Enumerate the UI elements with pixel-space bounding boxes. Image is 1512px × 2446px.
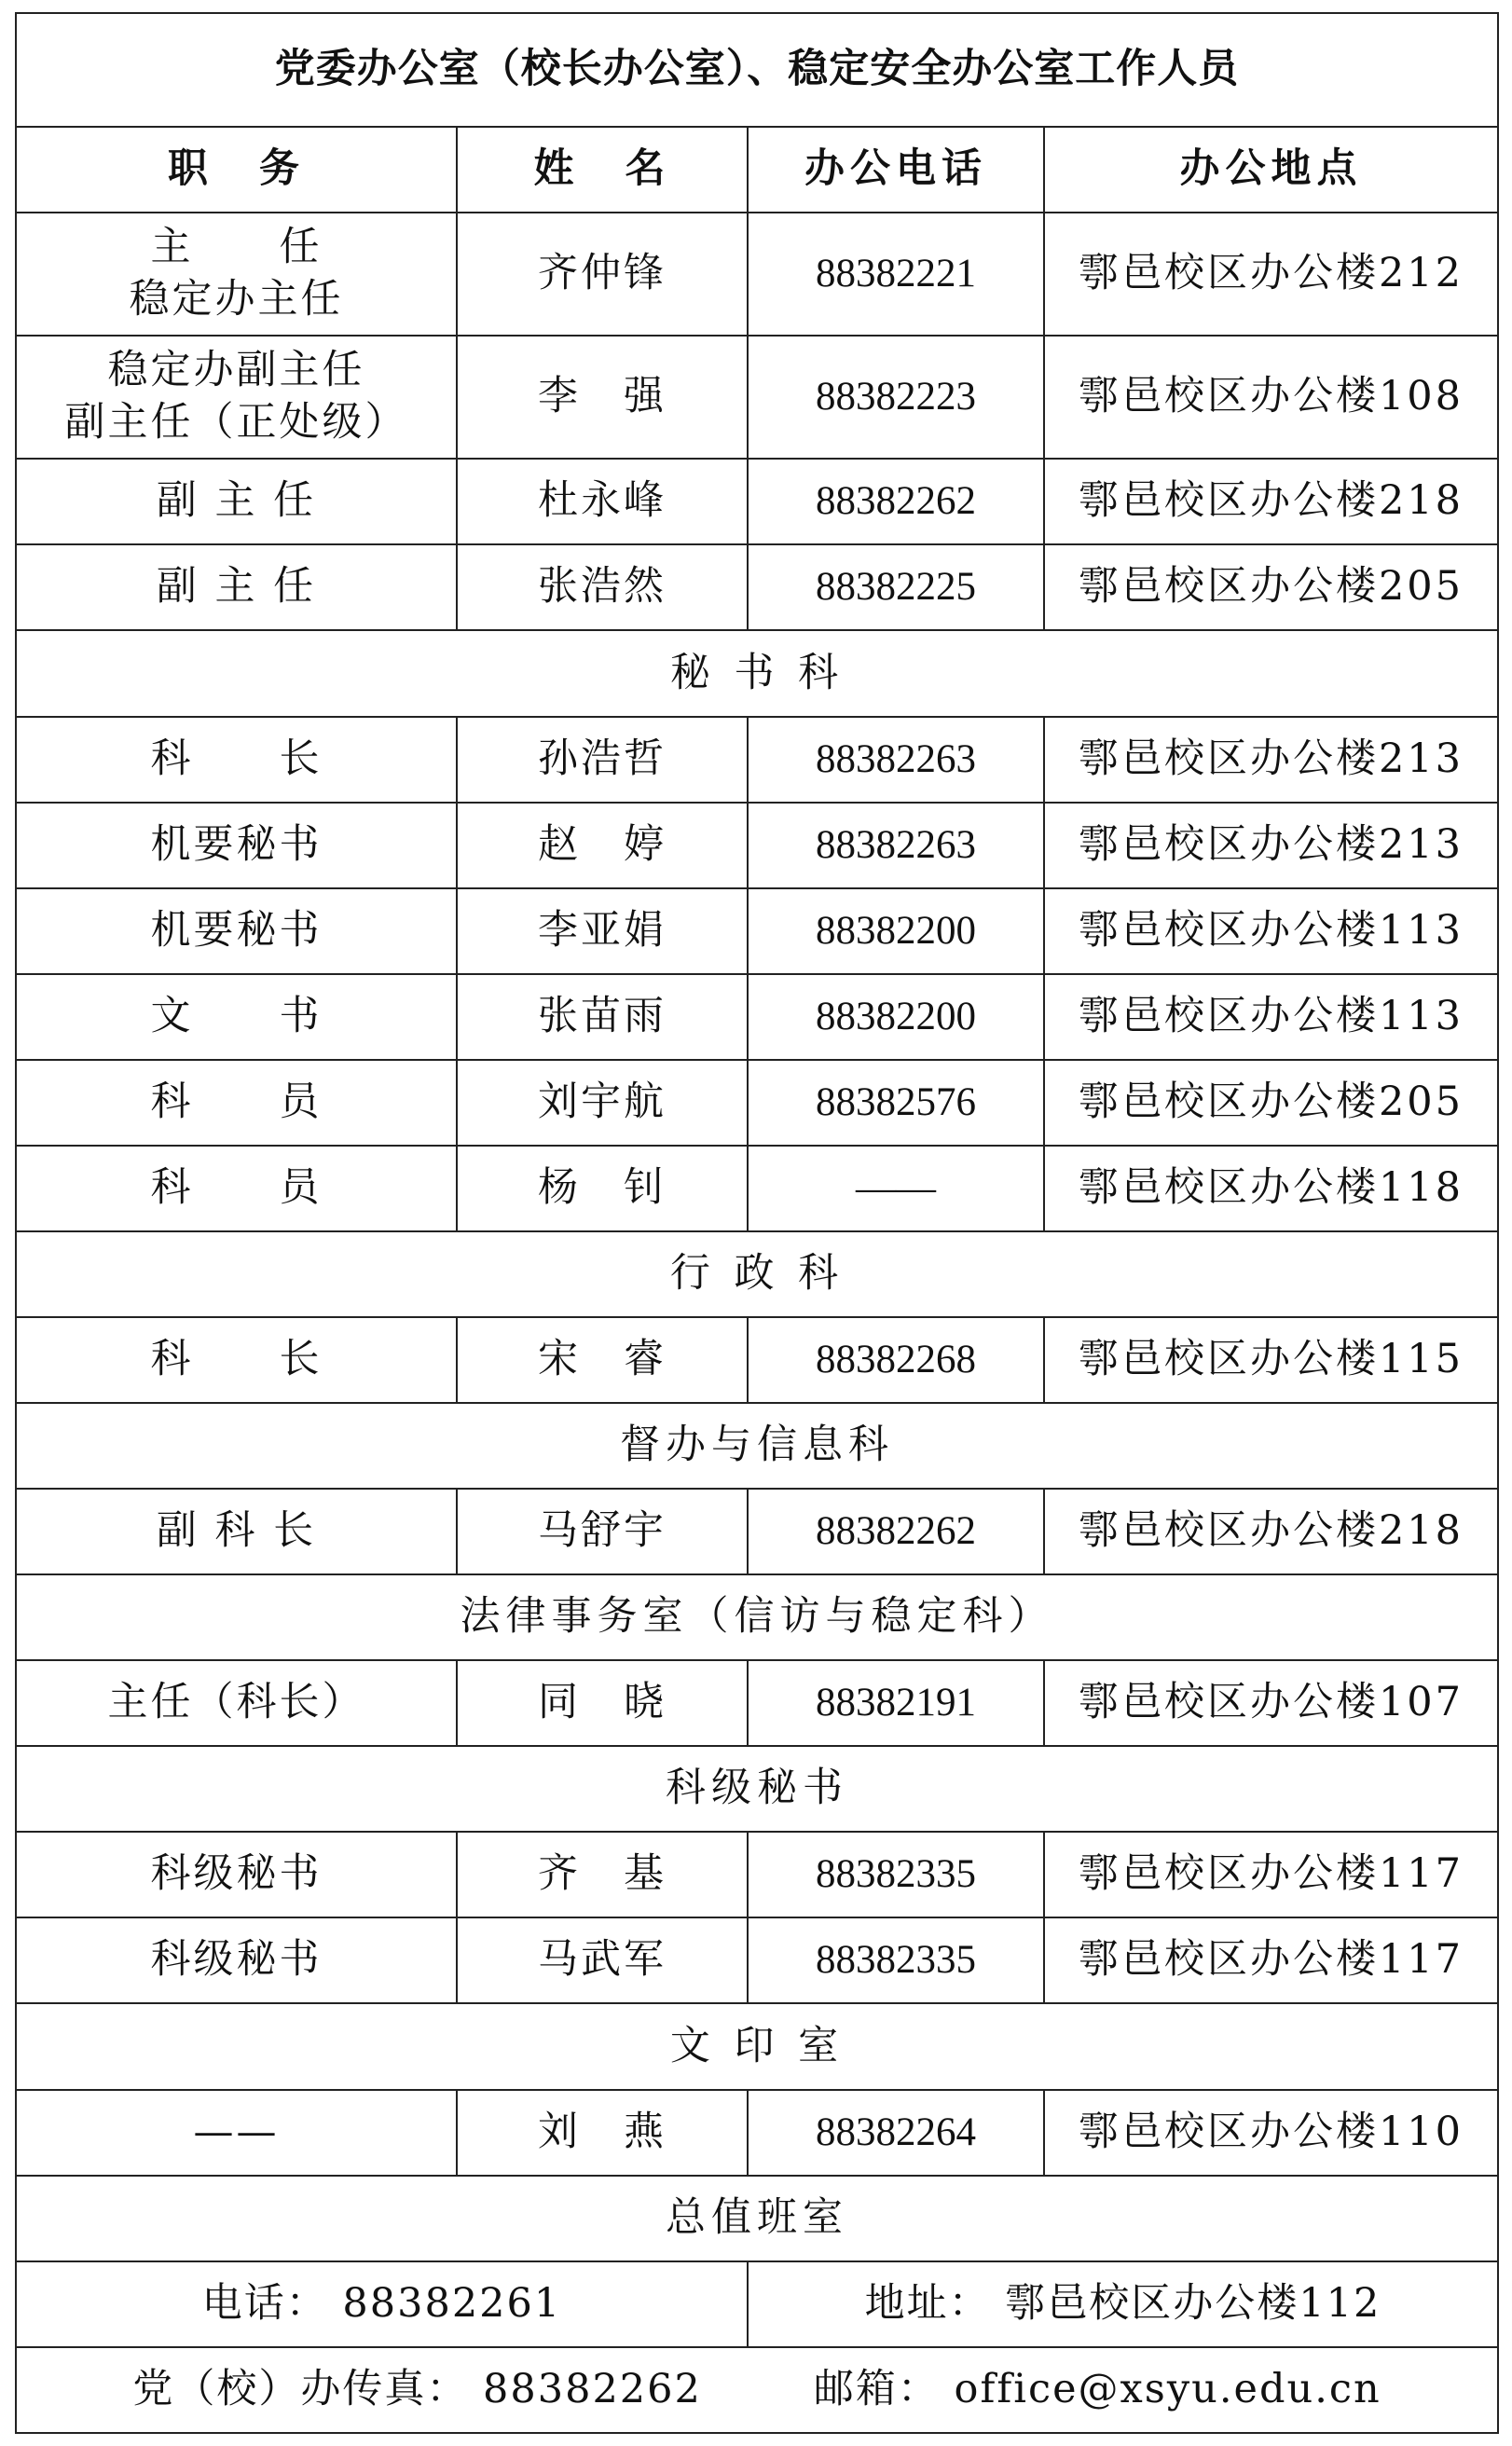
phone-cell: 88382225 [748,544,1044,630]
header-phone: 办公电话 [748,127,1044,213]
position-cell [16,1832,457,1917]
name-cell: 齐仲锋 [457,213,748,336]
section-heading: 文 印 室 [16,2003,1498,2089]
location-cell: 鄠邑校区办公楼218 [1044,459,1498,544]
name-cell: 刘宇航 [457,1060,748,1146]
position-line: 副主任（正处级） [64,399,408,447]
table-row [16,974,1498,1060]
table-row [16,544,1498,630]
section-heading: 行 政 科 [16,1231,1498,1317]
section-row [16,1574,1498,1660]
name-cell: 李 强 [457,336,748,459]
phone-cell: 88382262 [748,459,1044,544]
phone-cell: 88382268 [748,1317,1044,1403]
name-cell: 杜永峰 [457,459,748,544]
name-cell: 马武军 [457,1917,748,2003]
duty-office-row [16,2261,1498,2347]
position-cell [16,459,457,544]
staff-directory-sheet [15,12,1497,2434]
section-heading: 科级秘书 [16,1746,1498,1832]
section-row [16,2003,1498,2089]
phone-cell: —— [748,1146,1044,1231]
phone-cell: 88382576 [748,1060,1044,1146]
name-cell: 赵 婷 [457,803,748,888]
position-cell [16,803,457,888]
phone-cell: 88382335 [748,1917,1044,2003]
phone-cell: 88382264 [748,2090,1044,2176]
position-line: 科级秘书 [150,1850,323,1898]
position-cell [16,1317,457,1403]
position-line: 机要秘书 [150,906,323,954]
position-line: 稳定办副主任 [107,347,365,394]
header-name: 姓 名 [457,127,748,213]
location-cell: 鄠邑校区办公楼205 [1044,544,1498,630]
duty-address: 地址： 鄠邑校区办公楼112 [748,2261,1498,2347]
duty-phone: 电话： 88382261 [16,2261,748,2347]
position-line: 稳定办主任 [129,276,344,323]
section-row [16,2176,1498,2261]
header-position: 职 务 [16,127,457,213]
name-cell: 同 晓 [457,1660,748,1746]
position-cell [16,974,457,1060]
location-cell: 鄠邑校区办公楼218 [1044,1489,1498,1574]
phone-cell: 88382263 [748,717,1044,803]
position-line: 主任（科长） [107,1679,365,1726]
position-cell [16,1917,457,2003]
table-row [16,213,1498,336]
name-cell: 张苗雨 [457,974,748,1060]
table-row [16,717,1498,803]
location-cell: 鄠邑校区办公楼115 [1044,1317,1498,1403]
section-heading: 法律事务室（信访与稳定科） [16,1574,1498,1660]
position-cell [16,544,457,630]
location-cell: 鄠邑校区办公楼113 [1044,888,1498,974]
table-row [16,888,1498,974]
location-cell: 鄠邑校区办公楼113 [1044,974,1498,1060]
footer-row [16,2347,1498,2433]
phone-cell: 88382191 [748,1660,1044,1746]
section-heading: 秘 书 科 [16,630,1498,716]
location-cell: 鄠邑校区办公楼117 [1044,1832,1498,1917]
position-cell [16,1489,457,1574]
name-cell: 杨 钊 [457,1146,748,1231]
position-cell [16,1660,457,1746]
position-line: 科 长 [150,735,323,782]
location-cell: 鄠邑校区办公楼212 [1044,213,1498,336]
location-cell: 鄠邑校区办公楼213 [1044,717,1498,803]
position-line: 副 主 任 [156,477,317,525]
position-cell [16,888,457,974]
section-heading: 总值班室 [16,2176,1498,2261]
position-line: 科级秘书 [150,1936,323,1984]
phone-cell: 88382200 [748,888,1044,974]
section-row [16,1231,1498,1317]
header-row [16,127,1498,213]
table-row [16,1146,1498,1231]
position-cell [16,213,457,336]
table-row [16,1917,1498,2003]
position-line: 主 任 [150,224,323,271]
table-row [16,1317,1498,1403]
name-cell: 孙浩哲 [457,717,748,803]
position-line: 机要秘书 [150,820,323,868]
phone-cell: 88382262 [748,1489,1044,1574]
phone-cell: 88382200 [748,974,1044,1060]
page-title: 党委办公室（校长办公室）、稳定安全办公室工作人员 [16,13,1498,127]
position-cell [16,1146,457,1231]
title-row [16,13,1498,127]
phone-cell: 88382221 [748,213,1044,336]
phone-cell: 88382223 [748,336,1044,459]
section-row [16,1403,1498,1489]
name-cell: 李亚娟 [457,888,748,974]
position-cell [16,1060,457,1146]
phone-cell: 88382263 [748,803,1044,888]
name-cell: 刘 燕 [457,2090,748,2176]
position-line: 科 员 [150,1078,323,1125]
name-cell: 张浩然 [457,544,748,630]
staff-directory-table [15,12,1499,2434]
table-row [16,1060,1498,1146]
location-cell: 鄠邑校区办公楼107 [1044,1660,1498,1746]
location-cell: 鄠邑校区办公楼118 [1044,1146,1498,1231]
section-heading: 督办与信息科 [16,1403,1498,1489]
table-row [16,1489,1498,1574]
footer-contact [16,2347,1498,2433]
fax-number: 党（校）办传真： 88382262 [132,2365,702,2412]
name-cell: 马舒宇 [457,1489,748,1574]
table-row [16,1660,1498,1746]
position-cell [16,336,457,459]
position-line: —— [193,2108,280,2155]
phone-cell: 88382335 [748,1832,1044,1917]
email-address[interactable]: 邮箱： office@xsyu.edu.cn [813,2365,1381,2412]
table-row [16,803,1498,888]
name-cell: 宋 睿 [457,1317,748,1403]
table-row [16,459,1498,544]
table-row [16,336,1498,459]
location-cell: 鄠邑校区办公楼108 [1044,336,1498,459]
position-cell [16,2090,457,2176]
name-cell: 齐 基 [457,1832,748,1917]
position-line: 副 科 长 [156,1507,317,1555]
position-line: 文 书 [150,992,323,1039]
table-row [16,2090,1498,2176]
location-cell: 鄠邑校区办公楼117 [1044,1917,1498,2003]
table-row [16,1832,1498,1917]
section-row [16,1746,1498,1832]
position-line: 科 长 [150,1336,323,1383]
position-line: 副 主 任 [156,563,317,611]
position-line: 科 员 [150,1163,323,1211]
location-cell: 鄠邑校区办公楼213 [1044,803,1498,888]
location-cell: 鄠邑校区办公楼205 [1044,1060,1498,1146]
section-row [16,630,1498,716]
header-location: 办公地点 [1044,127,1498,213]
position-cell [16,717,457,803]
location-cell: 鄠邑校区办公楼110 [1044,2090,1498,2176]
